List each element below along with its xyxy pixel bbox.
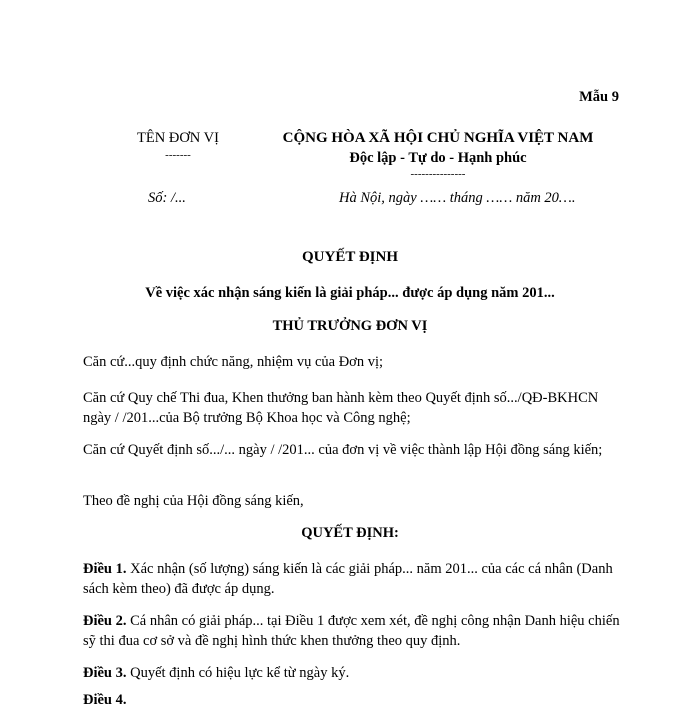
article-text: Cá nhân có giải pháp... tại Điều 1 được xem xét, đề nghị công nhận Danh hiệu chiến sỹ thi đua cơ sở và đề nghị hình thức khen thưởng theo quy định.	[83, 613, 620, 649]
article-2	[83, 611, 628, 651]
preamble-paragraph: Căn cứ Quyết định số.../... ngày / /201... của đơn vị về việc thành lập Hội đồng sáng kiến;	[83, 442, 603, 458]
national-motto: Độc lập - Tự do - Hạnh phúc	[349, 150, 527, 166]
article-4	[83, 690, 628, 710]
article-3	[83, 663, 628, 683]
template-label: Mẫu 9	[579, 89, 619, 105]
nation-title: CỘNG HÒA XÃ HỘI CHỦ NGHĨA VIỆT NAM	[282, 130, 594, 146]
article-1	[83, 559, 628, 599]
issuing-authority: THỦ TRƯỞNG ĐƠN VỊ	[272, 318, 428, 334]
preamble-paragraph: Theo đề nghị của Hội đồng sáng kiến,	[83, 493, 304, 509]
article-label: Điều 1.	[83, 561, 127, 577]
article-label: Điều 3.	[83, 665, 127, 681]
article-text: Quyết định có hiệu lực kể từ ngày ký.	[126, 665, 350, 681]
preamble-paragraph: Căn cứ Quy chế Thi đua, Khen thưởng ban hành kèm theo Quyết định số.../QĐ-BKHCN ngày / /201...của Bộ trưởng Bộ Khoa học và Công nghệ;	[83, 390, 599, 426]
document-number: Số: /...	[148, 190, 186, 206]
preamble-paragraph: Căn cứ...quy định chức năng, nhiệm vụ của Đơn vị;	[83, 354, 384, 370]
decision-heading: QUYẾT ĐỊNH:	[301, 525, 399, 541]
motto-separator: ---------------	[410, 168, 466, 180]
article-label: Điều 4.	[83, 692, 127, 708]
document-date: Hà Nội, ngày …… tháng …… năm 20….	[339, 190, 576, 206]
unit-name: TÊN ĐƠN VỊ	[137, 130, 219, 146]
article-label: Điều 2.	[83, 613, 127, 629]
document-subject: Về việc xác nhận sáng kiến là giải pháp... được áp dụng năm 201...	[145, 285, 555, 301]
article-text: Xác nhận (số lượng) sáng kiến là các giải pháp... năm 201... của các cá nhân (Danh sách kèm theo) đã được áp dụng.	[83, 561, 613, 597]
unit-separator: -------	[165, 149, 191, 161]
document-title: QUYẾT ĐỊNH	[302, 249, 398, 265]
